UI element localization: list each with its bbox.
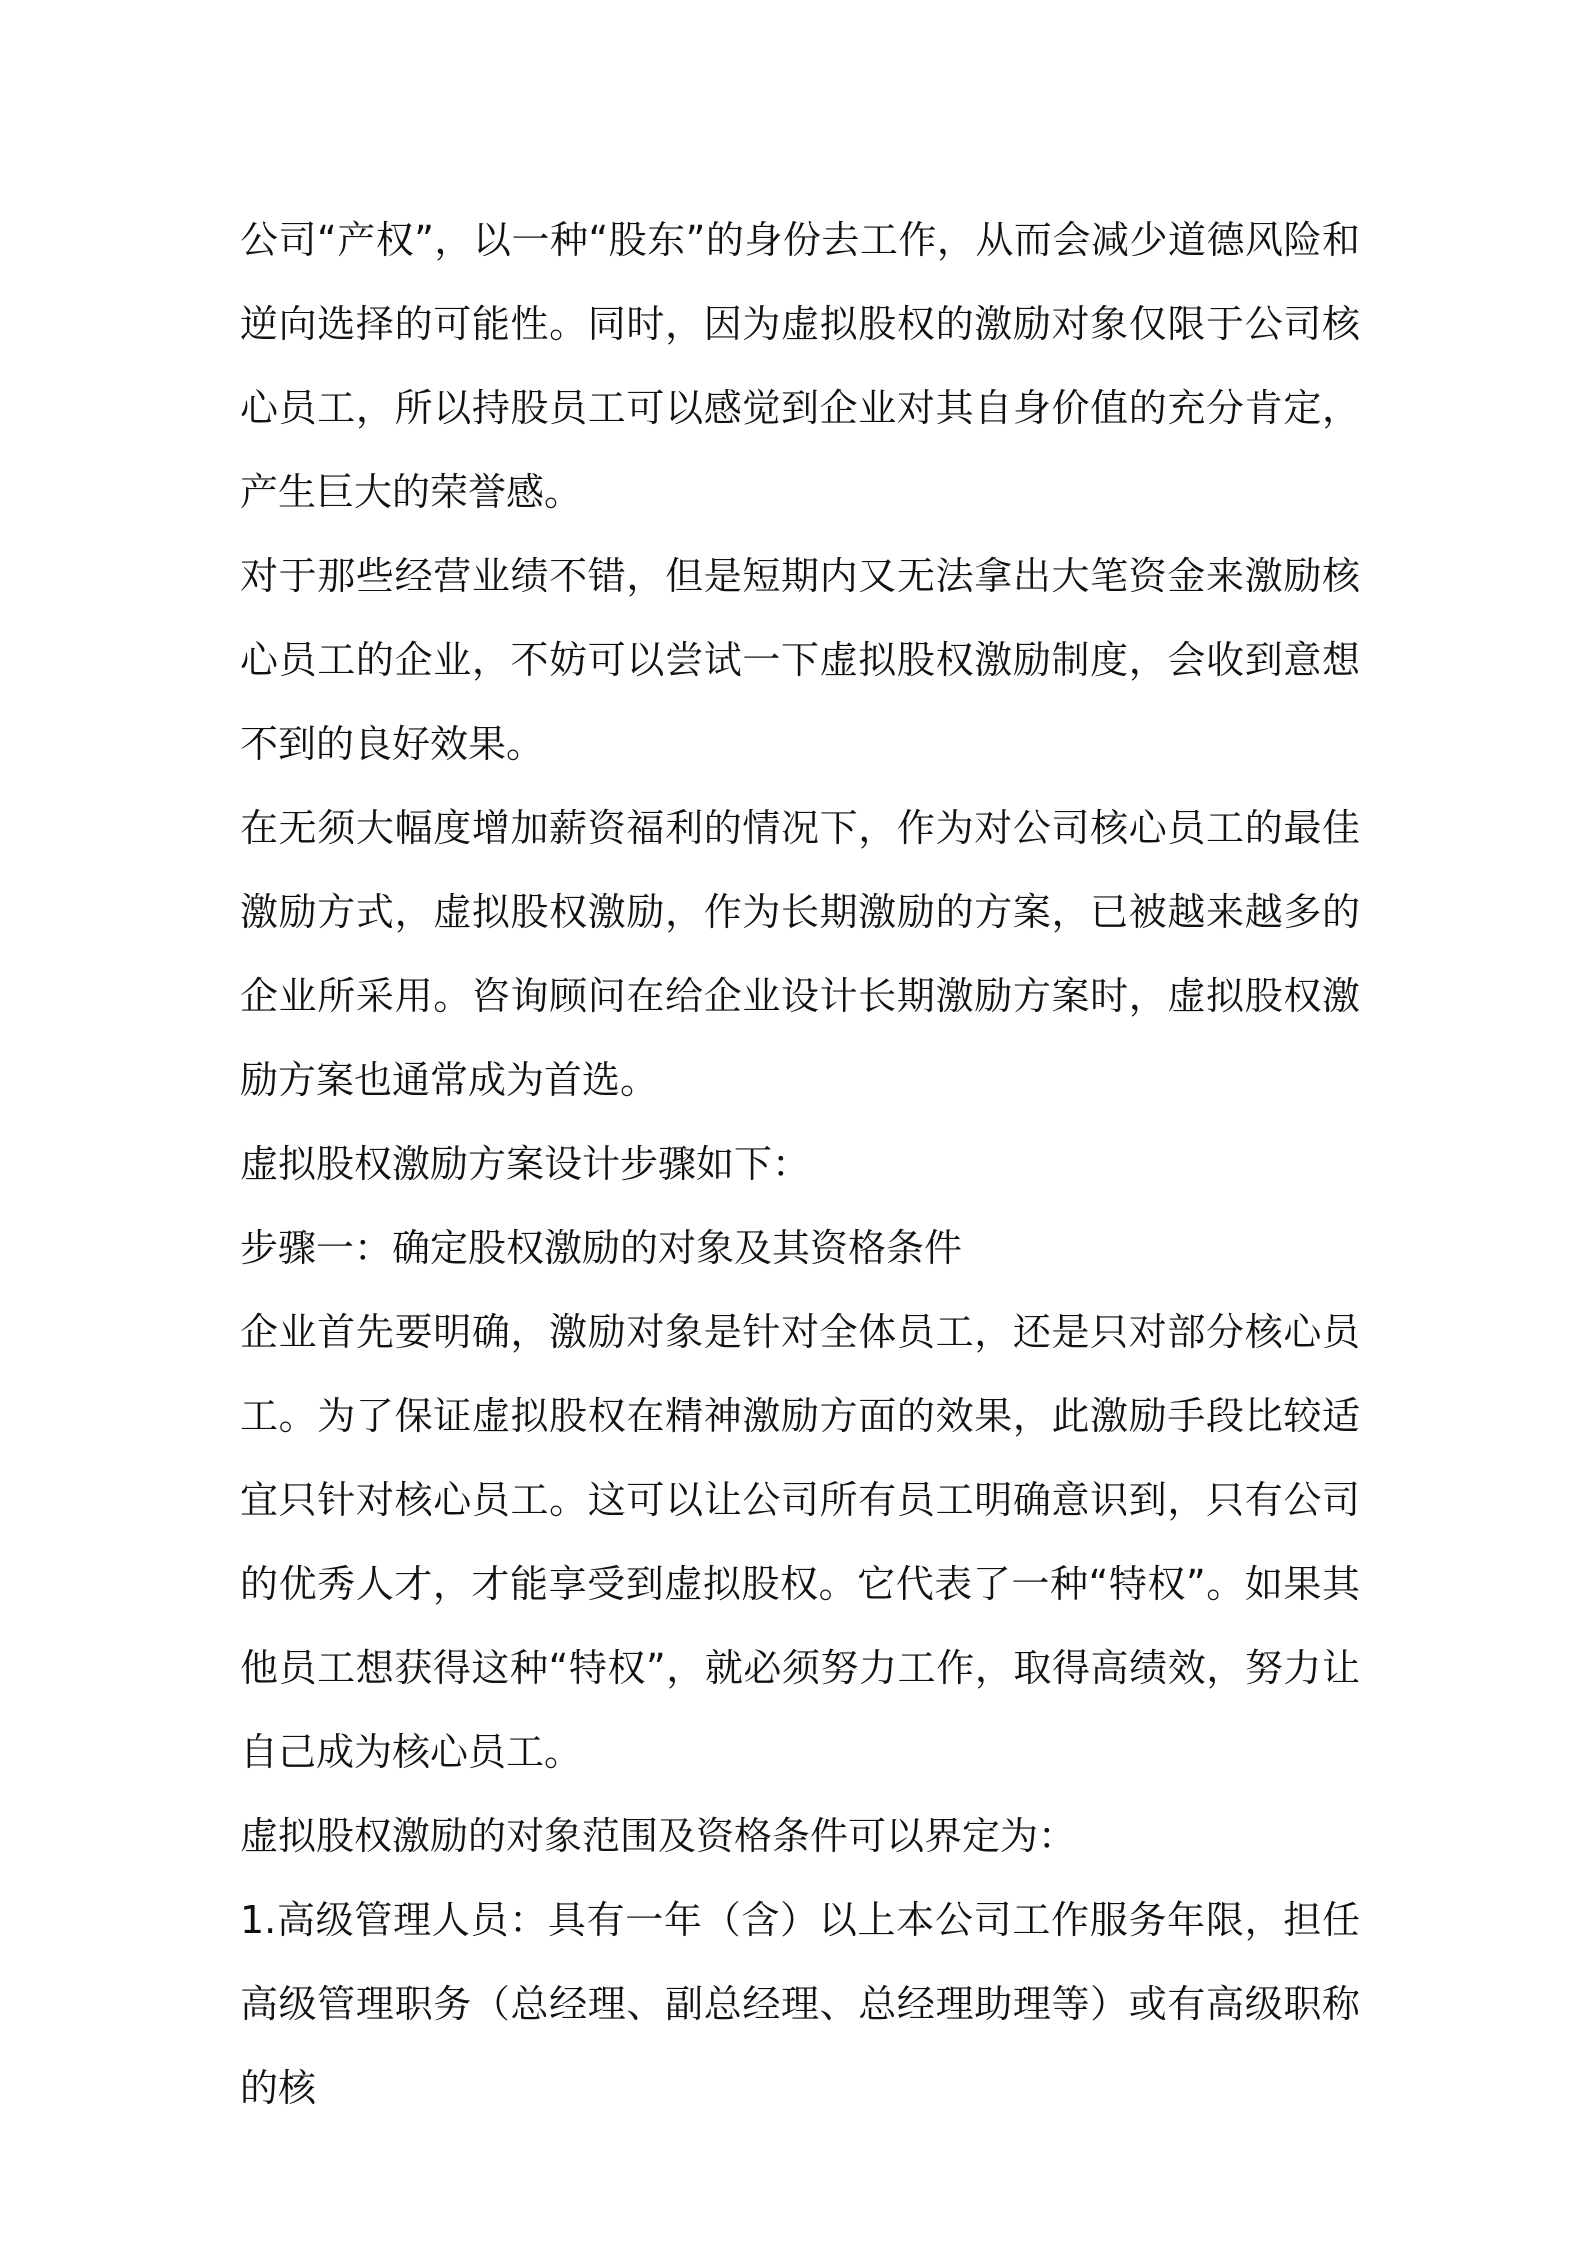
list-item-senior-management: 1.高级管理人员：具有一年（含）以上本公司工作服务年限，担任高级管理职务（总经理、副总经理、总经理助理等）或有高级职称的核 bbox=[240, 1898, 1360, 2110]
paragraph-adoption: 在无须大幅度增加薪资福利的情况下，作为对公司核心员工的最佳激励方式，虚拟股权激励，作为长期激励的方案，已被越来越多的企业所采用。咨询顾问在给企业设计长期激励方案时，虚拟股权激励方案也通常成为首选。 bbox=[240, 806, 1360, 1102]
document-body bbox=[240, 198, 1360, 2130]
paragraph-steps-intro: 虚拟股权激励方案设计步骤如下： bbox=[240, 1142, 811, 1186]
step-one-heading: 步骤一：确定股权激励的对象及其资格条件 bbox=[240, 1226, 963, 1270]
paragraph-scope-definition: 虚拟股权激励的对象范围及资格条件可以界定为： bbox=[240, 1814, 1077, 1858]
paragraph-suitable-enterprises: 对于那些经营业绩不错，但是短期内又无法拿出大笔资金来激励核心员工的企业，不妨可以尝试一下虚拟股权激励制度，会收到意想不到的良好效果。 bbox=[240, 554, 1360, 766]
paragraph-target-selection: 企业首先要明确，激励对象是针对全体员工，还是只对部分核心员工。为了保证虚拟股权在精神激励方面的效果，此激励手段比较适宜只针对核心员工。这可以让公司所有员工明确意识到，只有公司的优秀人才，才能享受到虚拟股权。它代表了一种“特权”。如果其他员工想获得这种“特权”，就必须努力工作，取得高绩效，努力让自己成为核心员工。 bbox=[240, 1310, 1360, 1774]
paragraph-intro-continued: 公司“产权”，以一种“股东”的身份去工作，从而会减少道德风险和逆向选择的可能性。同时，因为虚拟股权的激励对象仅限于公司核心员工，所以持股员工可以感觉到企业对其自身价值的充分肯定，产生巨大的荣誉感。 bbox=[240, 218, 1360, 514]
